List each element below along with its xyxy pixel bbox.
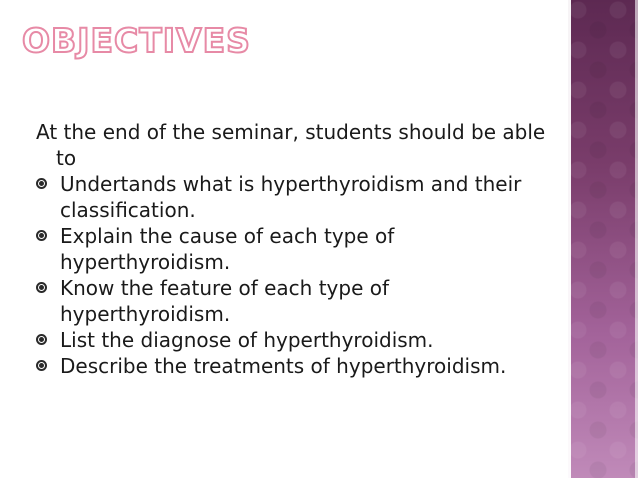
list-item — [36, 171, 556, 223]
slide-content — [36, 119, 556, 379]
list-item-text: Describe the treatments of hyperthyroidism. — [60, 354, 507, 378]
circle-bullet-icon — [36, 282, 47, 293]
list-item — [36, 327, 556, 353]
list-item-text: Know the feature of each type of hyperthyroidism. — [60, 276, 390, 326]
circle-bullet-icon — [36, 178, 47, 189]
band-divider-line — [568, 0, 571, 478]
list-item-text: Explain the cause of each type of hyperthyroidism. — [60, 224, 395, 274]
list-item — [36, 223, 556, 275]
list-item-text: Undertands what is hyperthyroidism and their classification. — [60, 172, 522, 222]
circle-bullet-icon — [36, 334, 47, 345]
decorative-side-band — [568, 0, 638, 478]
list-item — [36, 353, 556, 379]
circle-bullet-icon — [36, 360, 47, 371]
intro-text: At the end of the seminar, students should be able to — [36, 120, 546, 170]
list-item-text: List the diagnose of hyperthyroidism. — [60, 328, 434, 352]
slide-title: OBJECTIVES — [22, 21, 251, 60]
list-item — [36, 275, 556, 327]
circle-bullet-icon — [36, 230, 47, 241]
objectives-list — [36, 171, 556, 379]
